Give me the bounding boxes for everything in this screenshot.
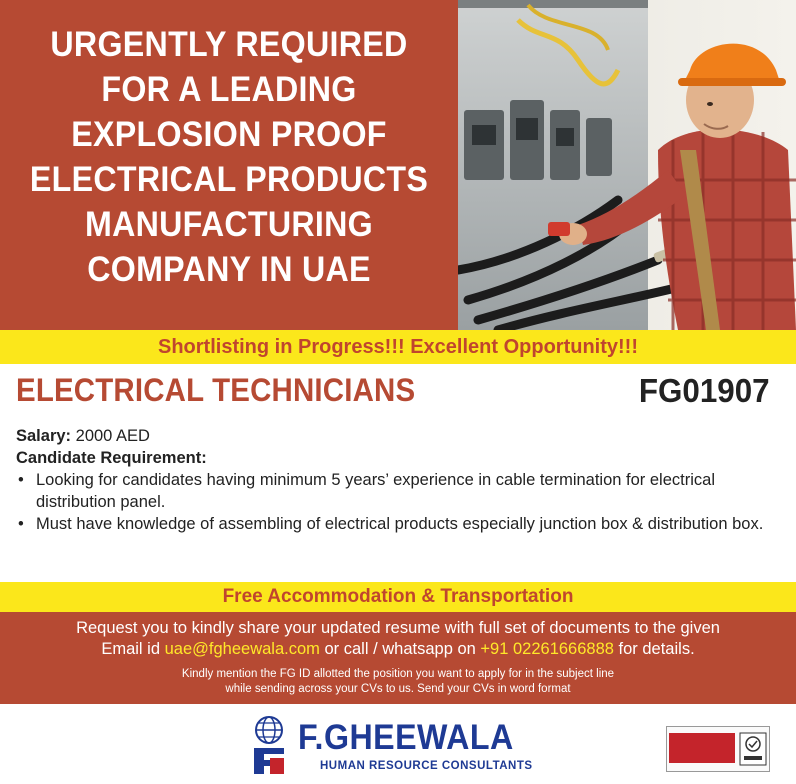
company-name: F.GHEEWALA xyxy=(298,718,514,757)
footer xyxy=(0,704,796,784)
requirement-item: • Looking for candidates having minimum 5 years’ experience in cable termination for electrical distribution panel. xyxy=(16,469,776,513)
contact-suffix: for details. xyxy=(618,640,695,658)
position-code: FG01907 xyxy=(639,372,770,409)
submission-note xyxy=(0,667,796,697)
note-line: Kindly mention the FG ID allotted the position you want to apply for in the subject line xyxy=(181,668,615,680)
position-title: ELECTRICAL TECHNICIANS xyxy=(16,372,416,408)
globe-logo-icon xyxy=(246,714,292,776)
contact-line xyxy=(0,639,796,660)
phone-link[interactable]: +91 02261666888 xyxy=(480,640,614,658)
hero-section xyxy=(0,0,796,330)
electrician-photo xyxy=(458,0,796,330)
salary-value: 2000 AED xyxy=(75,427,150,445)
company-subtitle: HUMAN RESOURCE CONSULTANTS xyxy=(320,760,533,772)
contact-section xyxy=(0,612,796,704)
headline-line: URGENTLY REQUIRED xyxy=(50,25,408,64)
headline xyxy=(18,22,439,292)
headline-line: MANUFACTURING xyxy=(84,205,373,244)
salary-row xyxy=(16,425,776,447)
email-link[interactable]: uae@fgheewala.com xyxy=(164,640,320,658)
headline-line: FOR A LEADING xyxy=(101,70,357,109)
certification-seal-icon xyxy=(669,733,735,763)
requirements-heading: Candidate Requirement: xyxy=(16,449,207,467)
company-logo xyxy=(246,712,546,780)
email-prefix: Email id xyxy=(101,640,161,658)
headline-line: EXPLOSION PROOF xyxy=(71,115,387,154)
contact-line: Request you to kindly share your updated resume with full set of documents to the given xyxy=(76,619,720,637)
requirements-list xyxy=(16,469,776,535)
salary-label: Salary: xyxy=(16,427,72,445)
contact-text xyxy=(0,612,796,660)
note-line: while sending across your CVs to us. Send your CVs in word format xyxy=(225,683,571,695)
certification-badge xyxy=(666,726,770,772)
shortlisting-banner: Shortlisting in Progress!!! Excellent Opportunity!!! xyxy=(0,330,796,364)
job-details xyxy=(16,425,776,535)
benefits-banner: Free Accommodation & Transportation xyxy=(0,582,796,612)
headline-line: ELECTRICAL PRODUCTS xyxy=(29,160,429,199)
call-text: or call / whatsapp on xyxy=(324,640,476,658)
requirement-item: • Must have knowledge of assembling of electrical products especially junction box & distribution box. xyxy=(16,513,776,535)
headline-line: COMPANY IN UAE xyxy=(87,250,371,289)
ukas-mark-icon xyxy=(739,732,767,766)
